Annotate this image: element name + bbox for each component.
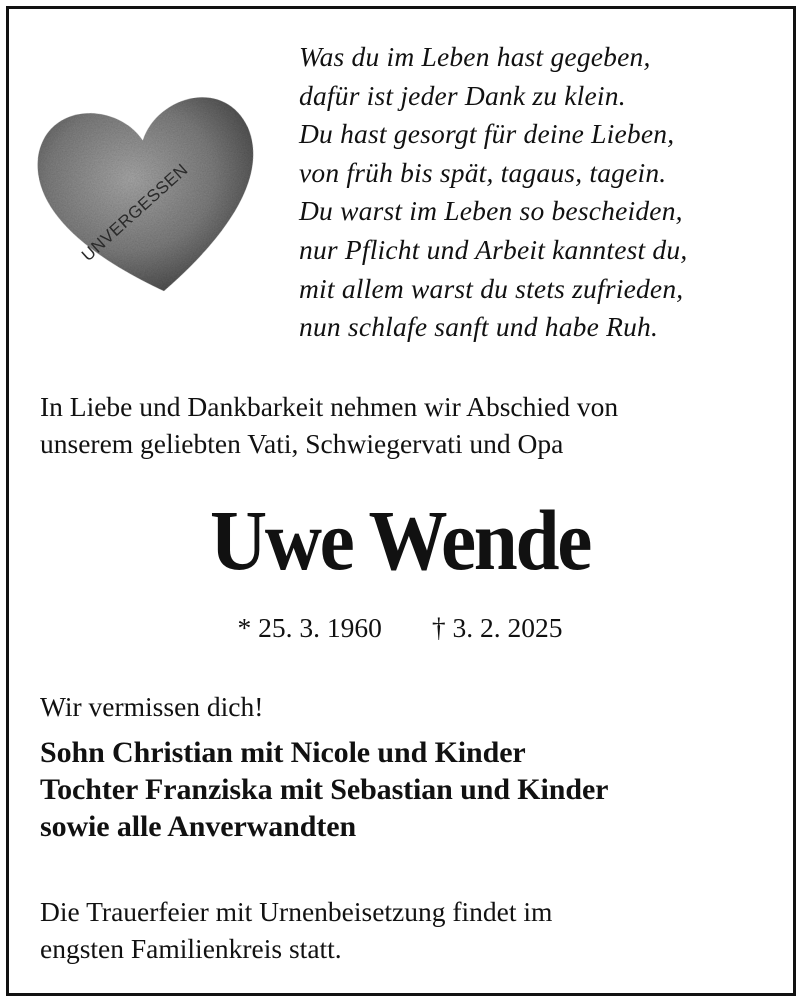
poem-line: Du warst im Leben so bescheiden, [299,195,683,227]
birth-date: * 25. 3. 1960 [237,612,382,643]
mourner-line: sowie alle Anverwandten [40,810,357,843]
mourner-line: Sohn Christian mit Nicole und Kinder [40,736,526,769]
poem-line: Was du im Leben hast gegeben, [299,41,651,72]
poem-line: mit allem warst du stets zufrieden, [299,272,684,304]
poem-line: nun schlafe sanft und habe Ruh. [299,311,659,343]
poem-line: nur Pflicht und Arbeit kanntest du, [299,233,688,265]
intro-text [40,388,618,462]
funeral-notice [40,893,552,967]
notice-line: Die Trauerfeier mit Urnenbeisetzung findet im [40,896,553,927]
notice-line: engsten Familienkreis statt. [40,933,342,964]
memorial-poem [299,38,779,347]
heart-engraving: UNVERGESSEN [77,159,192,265]
mourner-line: Tochter Franziska mit Sebastian und Kinder [40,773,609,806]
deceased-name: Uwe Wende [209,492,591,588]
poem-line: von früh bis spät, tagaus, tagein. [299,156,667,188]
mourners-list [40,734,608,845]
intro-line: unserem geliebten Vati, Schwiegervati und Opa [40,428,564,459]
death-date: † 3. 2. 2025 [431,612,563,643]
intro-line: In Liebe und Dankbarkeit nehmen wir Abschied von [40,391,619,422]
poem-line: dafür ist jeder Dank zu klein. [299,79,626,111]
miss-text: Wir vermissen dich! [40,691,264,722]
stone-heart-image [30,80,270,305]
heart-icon [30,80,270,305]
poem-line: Du hast gesorgt für deine Lieben, [299,118,675,150]
life-dates [0,611,800,645]
